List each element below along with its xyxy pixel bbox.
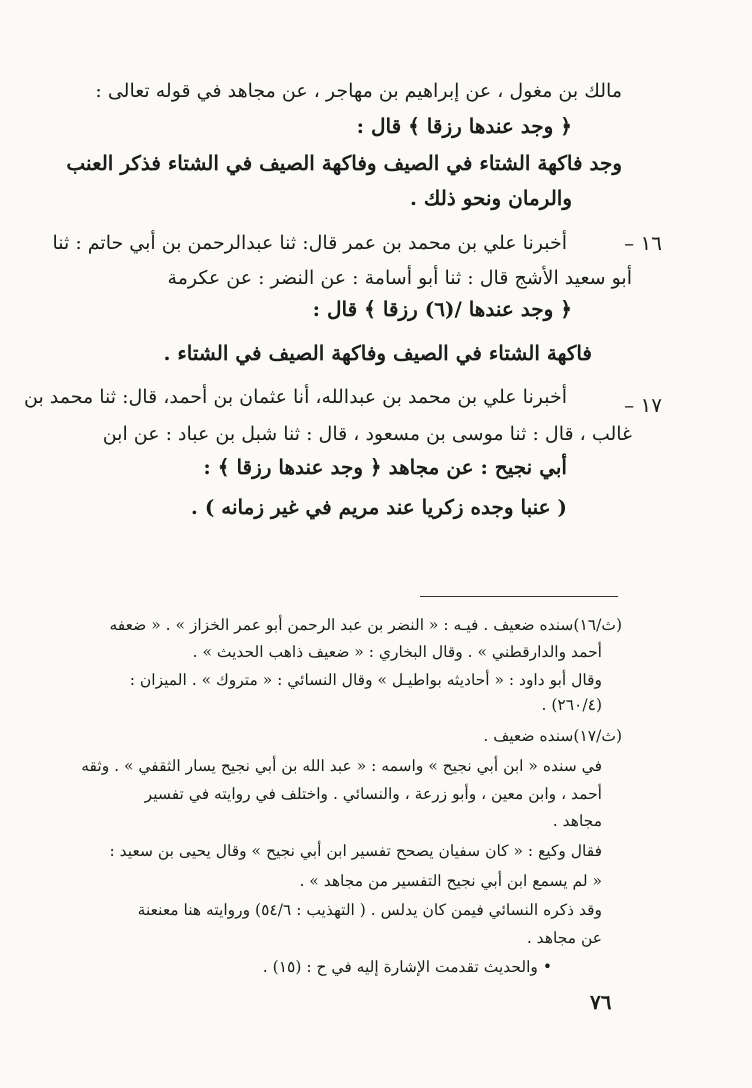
footnote-line: (ث/١٧)سنده ضعيف .: [483, 727, 622, 745]
quran-quote-line: ﴿ وجد عندها رزقا ﴾ قال :: [356, 114, 572, 138]
answer-line: والرمان ونحو ذلك .: [409, 186, 572, 210]
quran-quote-line: ﴿ وجد عندها /(٦) رزقا ﴾ قال :: [312, 297, 572, 321]
footnote-separator: [420, 596, 618, 597]
answer-line: ( عنبا وجده زكريا عند مريم في غير زمانه ) .: [190, 495, 567, 519]
narration-number: ١٦ –: [624, 231, 662, 255]
answer-line: فاكهة الشتاء في الصيف وفاكهة الصيف في الشتاء .: [163, 341, 592, 365]
quran-quote-line: أبي نجيح : عن مجاهد ﴿ وجد عندها رزقا ﴾ :: [203, 455, 567, 479]
footnote-line: • والحديث تقدمت الإشارة إليه في ح : (١٥) .: [262, 958, 552, 976]
footnote-line: « لم يسمع ابن أبي نجيح التفسير من مجاهد » .: [299, 872, 602, 890]
isnad-line: غالب ، قال : ثنا موسى بن مسعود ، قال : ثنا شبل بن عباد : عن ابن: [102, 423, 632, 445]
isnad-line: أخبرنا علي بن محمد بن عبدالله، أنا عثمان بن أحمد، قال: ثنا محمد بن: [24, 386, 567, 408]
footnote-line: (ث/١٦)سنده ضعيف . فيـه : « النضر بن عبد الرحمن أبو عمر الخزاز » . « ضعفه: [109, 616, 622, 634]
footnote-line: في سنده « ابن أبي نجيح » واسمه : « عبد الله بن أبي نجيح يسار الثقفي » . وثقه: [81, 757, 602, 775]
answer-line: وجد فاكهة الشتاء في الصيف وفاكهة الصيف في الشتاء فذكر العنب: [66, 151, 622, 175]
footnote-line: (٢٦٠/٤) .: [541, 696, 602, 714]
isnad-line: أخبرنا علي بن محمد بن عمر قال: ثنا عبدالرحمن بن أبي حاتم : ثنا: [52, 232, 567, 254]
footnote-line: أحمد والدارقطني » . وقال البخاري : « ضعيف ذاهب الحديث » .: [192, 643, 602, 661]
footnote-line: وقد ذكره النسائي فيمن كان يدلس . ( التهذيب : ٥٤/٦) وروايته هنا معنعنة: [137, 901, 602, 919]
footnote-line: أحمد ، وابن معين ، وأبو زرعة ، والنسائي . واختلف في روايته في تفسير: [144, 785, 602, 803]
isnad-line: أبو سعيد الأشج قال : ثنا أبو أسامة : عن النضر : عن عكرمة: [167, 267, 632, 289]
page-number: ٧٦: [590, 990, 612, 1014]
text-line: مالك بن مغول ، عن إبراهيم بن مهاجر ، عن مجاهد في قوله تعالى :: [95, 80, 622, 102]
narration-number: ١٧ –: [624, 393, 662, 417]
footnote-line: عن مجاهد .: [526, 929, 602, 947]
footnote-line: فقال وكيع : « كان سفيان يصحح تفسير ابن أبي نجيح » وقال يحيى بن سعيد :: [109, 842, 602, 860]
footnote-line: وقال أبو داود : « أحاديثه بواطيـل » وقال النسائي : « متروك » . الميزان :: [129, 671, 602, 689]
footnote-line: مجاهد .: [552, 812, 602, 830]
